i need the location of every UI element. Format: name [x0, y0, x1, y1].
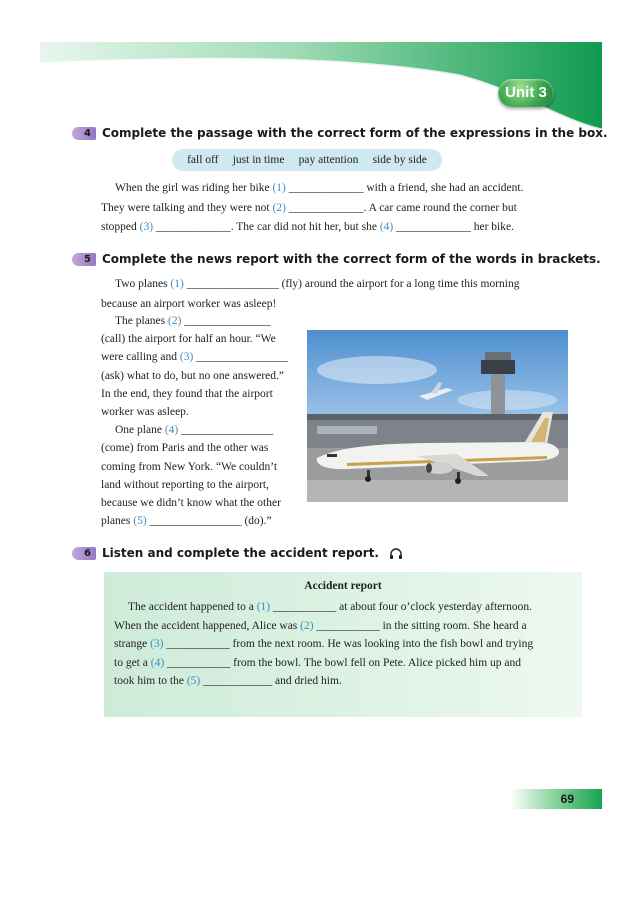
blank-number: (5)	[186, 675, 201, 688]
exercise-4-heading	[72, 126, 608, 140]
text-segment: _____________ her bike.	[393, 221, 514, 234]
blank-number: (3)	[139, 221, 154, 234]
text-segment: (ask) what to do, but no one answered.”	[101, 369, 284, 382]
airport-photo	[307, 330, 568, 502]
text-segment: When the accident happened, Alice was	[114, 619, 301, 632]
blank-number: (2)	[272, 201, 286, 214]
text-segment: ________________ (do).”	[146, 515, 272, 528]
accident-report-box	[104, 572, 582, 717]
blank-number: (3)	[150, 638, 164, 651]
text-segment: ___________ at about four o’clock yesterday afternoon.	[270, 601, 532, 613]
exercise-5-intro	[101, 275, 557, 314]
blank-number: (2)	[168, 315, 182, 327]
text-segment: to get a	[114, 656, 151, 669]
exercise-4-instruction: Complete the passage with the correct form of the expressions in the box.	[102, 126, 608, 140]
text-segment: ____________ and dried him.	[200, 675, 342, 688]
blank-number: (2)	[300, 619, 314, 632]
text-line	[101, 403, 297, 421]
blank-number: (1)	[256, 601, 271, 613]
blank-number: (1)	[272, 182, 286, 194]
text-segment: The accident happened to a	[128, 601, 257, 613]
text-segment: ___________ from the bowl. The bowl fell on Pete. Alice picked him up and	[164, 656, 522, 669]
text-line	[114, 672, 572, 691]
text-segment: planes	[101, 515, 134, 528]
text-line	[101, 439, 297, 457]
box-word: fall off	[187, 154, 219, 166]
text-line	[114, 598, 572, 617]
text-segment: coming from New York. “We couldn’t	[101, 460, 278, 473]
text-line	[101, 458, 297, 476]
text-segment: (come) from Paris and the other was	[101, 442, 269, 455]
text-line	[101, 218, 557, 238]
exercise-4-passage	[101, 179, 557, 238]
box-word: side by side	[372, 154, 427, 166]
blank-number: (3)	[179, 351, 194, 364]
text-segment: When the girl was riding her bike	[115, 182, 273, 194]
text-segment: strange	[114, 638, 151, 651]
accident-report-text	[114, 598, 572, 691]
exercise-5-report	[101, 312, 297, 530]
exercise-number-badge: 5	[72, 253, 96, 266]
text-line	[114, 654, 572, 673]
text-segment: ________________	[193, 351, 289, 364]
exercise-number-badge: 6	[72, 547, 96, 560]
page-number: 69	[510, 789, 602, 809]
text-segment: stopped	[101, 221, 140, 234]
text-line	[101, 348, 297, 366]
text-line	[101, 385, 297, 403]
text-line	[114, 617, 572, 636]
unit-badge: Unit 3	[498, 79, 554, 107]
blank-number: (5)	[133, 515, 147, 528]
report-title: Accident report	[304, 580, 382, 592]
text-segment: They were talking and they were not	[101, 201, 273, 214]
text-line	[101, 330, 297, 348]
text-line	[101, 494, 297, 512]
text-segment: (call) the airport for half an hour. “We	[101, 333, 276, 346]
box-word: just in time	[232, 154, 285, 166]
text-segment: were calling and	[101, 351, 180, 364]
text-segment: The planes	[115, 315, 169, 327]
exercise-number-badge: 4	[72, 127, 96, 140]
text-line	[101, 367, 297, 385]
text-line	[101, 275, 557, 295]
word-box	[172, 149, 442, 171]
text-segment: _____________. A car came round the corner but	[285, 201, 517, 214]
text-line	[101, 199, 557, 219]
blank-number: (4)	[164, 424, 179, 437]
text-line	[101, 179, 557, 199]
text-segment: because an airport worker was asleep!	[101, 297, 277, 310]
blank-number: (1)	[170, 278, 184, 290]
text-segment: ________________	[178, 424, 274, 437]
text-segment: _____________. The car did not hit her, but she	[153, 221, 380, 234]
headphones-icon[interactable]	[389, 547, 403, 560]
exercise-5-instruction: Complete the news report with the correct form of the words in brackets.	[102, 252, 601, 266]
text-line	[101, 421, 297, 439]
text-segment: because we didn’t know what the other	[101, 497, 281, 510]
text-segment: One plane	[115, 424, 165, 437]
text-segment: ________________ (fly) around the airport for a long time this morning	[183, 278, 520, 290]
text-segment: land without reporting to the airport,	[101, 478, 269, 491]
text-segment: ___________ from the next room. He was looking into the fish bowl and trying	[163, 638, 534, 651]
text-segment: worker was asleep.	[101, 406, 189, 419]
exercise-5-heading	[72, 252, 601, 266]
text-line	[101, 312, 297, 330]
text-line	[101, 512, 297, 530]
text-segment: In the end, they found that the airport	[101, 387, 273, 400]
text-segment: _______________	[181, 315, 271, 327]
text-line	[114, 635, 572, 654]
text-segment: ___________ in the sitting room. She heard a	[313, 619, 527, 632]
text-segment: _____________ with a friend, she had an accident.	[285, 182, 524, 194]
blank-number: (4)	[379, 221, 394, 234]
box-word: pay attention	[298, 154, 359, 166]
text-line	[101, 476, 297, 494]
exercise-6-instruction: Listen and complete the accident report.	[102, 546, 379, 560]
text-segment: took him to the	[114, 675, 187, 688]
text-segment: Two planes	[115, 278, 171, 290]
blank-number: (4)	[150, 656, 165, 669]
exercise-6-heading	[72, 546, 403, 560]
